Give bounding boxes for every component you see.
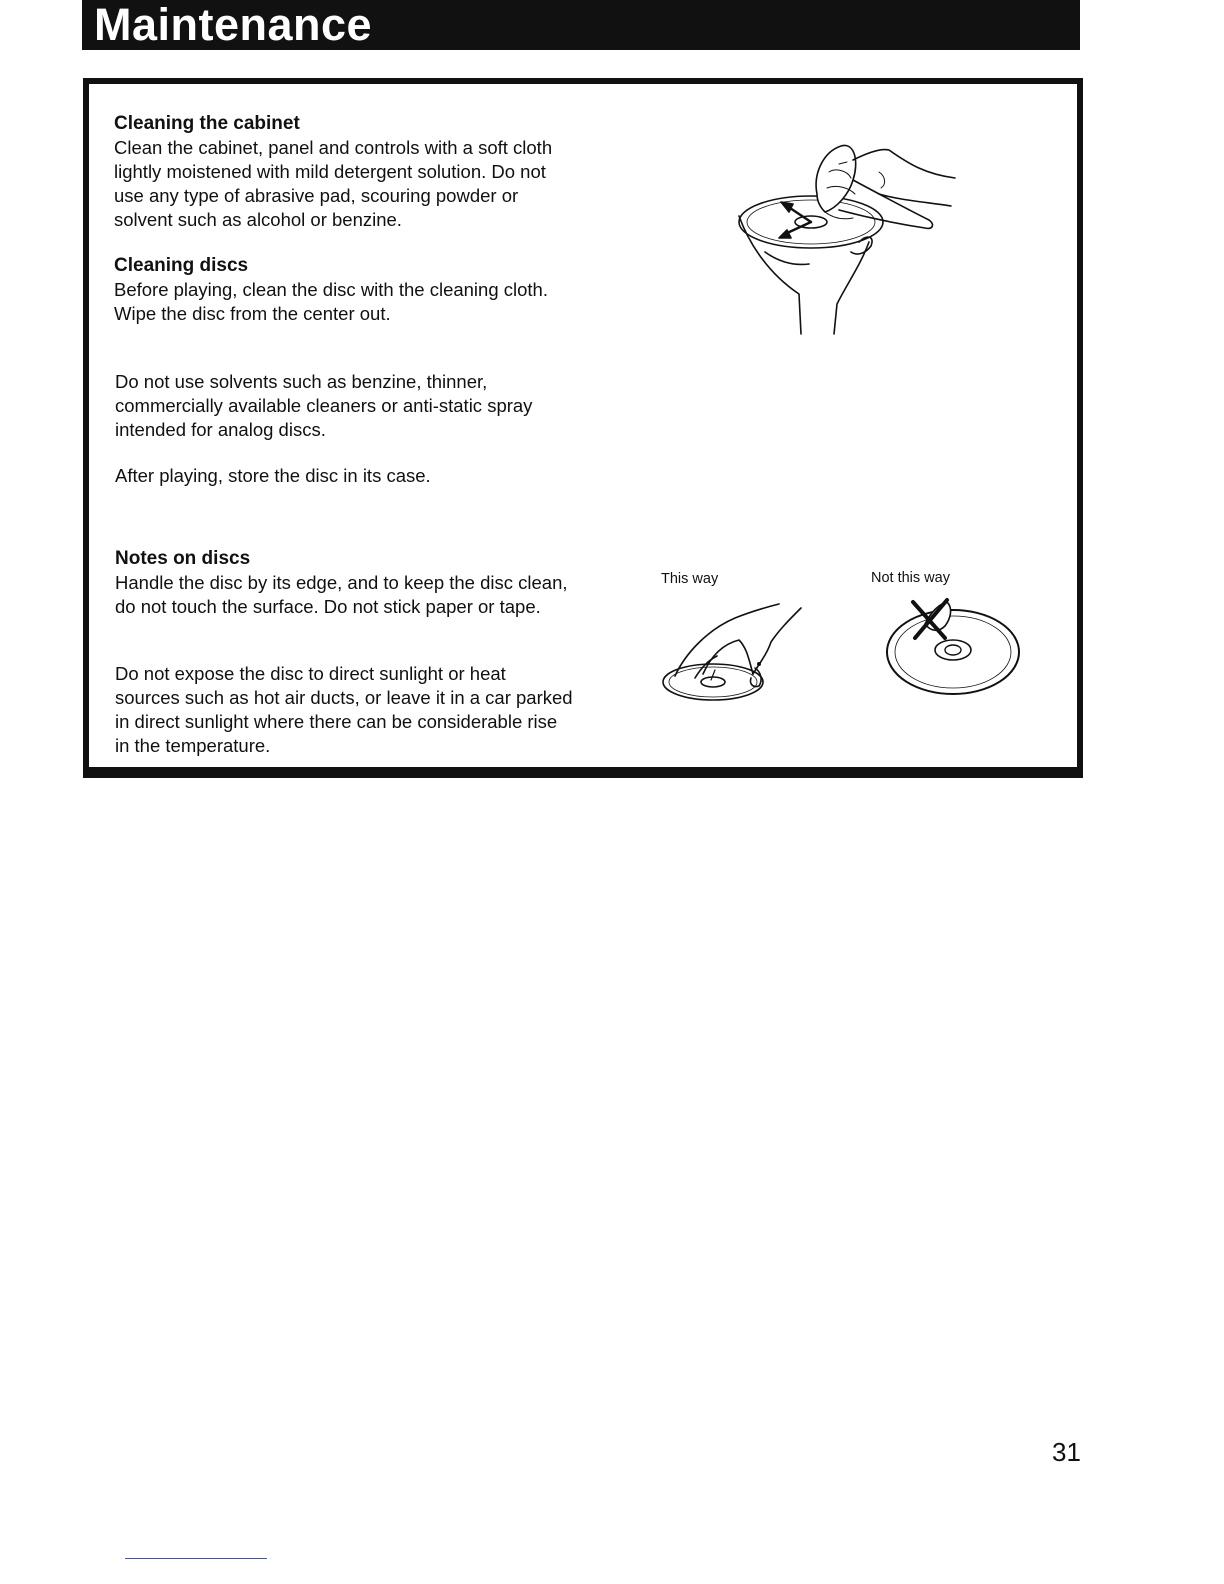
- footer-rule: [125, 1558, 267, 1559]
- cleaning-cabinet-section: [114, 112, 574, 232]
- cleaning-cabinet-text: Clean the cabinet, panel and controls with a soft cloth lightly moistened with mild detergent solution. Do not use any type of abrasive pad, scouring powder or solvent such as alcohol or benzine.: [114, 137, 553, 230]
- this-way-caption: This way: [661, 571, 719, 587]
- heat-note-text: Do not expose the disc to direct sunlight or heat sources such as hot air ducts, or leave it in a car parked in direct sunlight where there can be considerable rise in the temperature.: [115, 663, 573, 756]
- maintenance-panel: [83, 78, 1083, 778]
- storage-note-text: After playing, store the disc in its case.: [115, 465, 431, 486]
- disc-cleaning-illustration: [729, 134, 989, 344]
- solvents-note: [115, 370, 575, 442]
- storage-note: [115, 464, 575, 488]
- correct-handling-illustration: [655, 594, 815, 714]
- heat-note: [115, 662, 575, 758]
- page-number: 31: [1052, 1437, 1081, 1467]
- notes-on-discs-section: [115, 547, 575, 619]
- cleaning-cabinet-heading: Cleaning the cabinet: [114, 113, 300, 134]
- incorrect-handling-illustration: [875, 588, 1025, 708]
- not-this-way-caption: Not this way: [871, 570, 950, 586]
- cleaning-discs-text: Before playing, clean the disc with the cleaning cloth. Wipe the disc from the center out.: [114, 279, 548, 324]
- cleaning-discs-section: [114, 254, 574, 326]
- notes-on-discs-heading: Notes on discs: [115, 548, 251, 569]
- cleaning-discs-heading: Cleaning discs: [114, 255, 249, 276]
- notes-on-discs-text: Handle the disc by its edge, and to keep the disc clean, do not touch the surface. Do not stick paper or tape.: [115, 572, 568, 617]
- solvents-note-text: Do not use solvents such as benzine, thinner, commercially available cleaners or anti-static spray intended for analog discs.: [115, 371, 533, 440]
- page-title: Maintenance: [82, 0, 1080, 50]
